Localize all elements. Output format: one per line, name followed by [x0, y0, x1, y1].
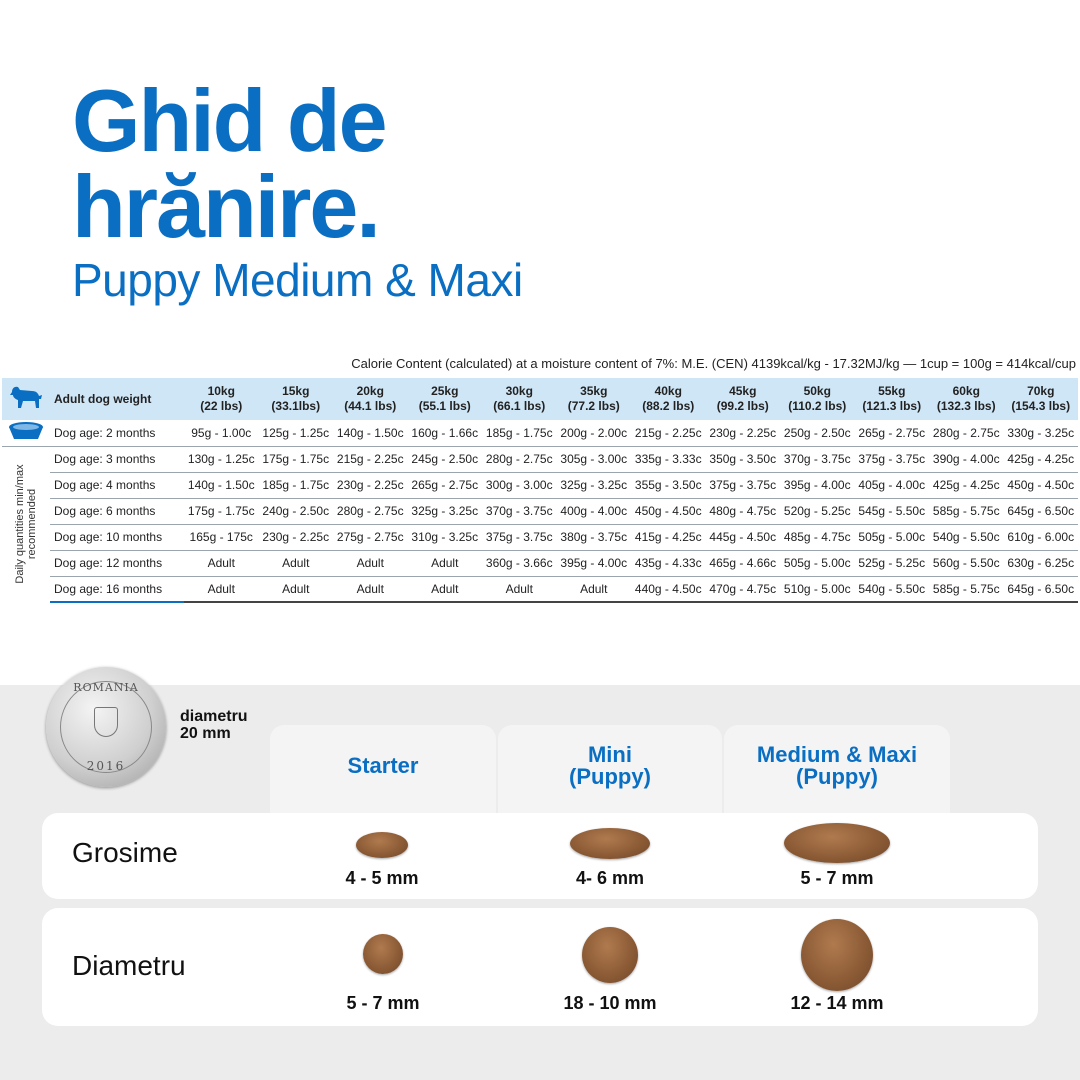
calorie-note: Calorie Content (calculated) at a moisture content of 7%: M.E. (CEN) 4139kcal/kg - 17.32MJ/kg — 1cup = 100g = 414kcal/cup: [351, 356, 1076, 371]
quantity-cell: 585g - 5.75c: [929, 498, 1004, 524]
weight-lbs: (88.2 lbs): [642, 399, 695, 413]
weight-kg: 45kg: [729, 384, 757, 398]
quantity-cell: 525g - 5.25c: [855, 550, 930, 576]
dog-age-cell: Dog age: 4 months: [50, 472, 184, 498]
medium-maxi-kibble-top-image: [801, 919, 873, 991]
quantity-cell: Adult: [259, 576, 334, 602]
quantity-cell: 610g - 6.00c: [1004, 524, 1079, 550]
quantity-cell: 350g - 3.50c: [706, 446, 781, 472]
weight-column-header: [706, 378, 781, 420]
dog-icon: [2, 378, 50, 420]
quantity-cell: 300g - 3.00c: [482, 472, 557, 498]
quantity-cell: 465g - 4.66c: [706, 550, 781, 576]
table-row: [2, 498, 1078, 524]
quantity-cell: 630g - 6.25c: [1004, 550, 1079, 576]
weight-column-header: [780, 378, 855, 420]
weight-column-header: [1004, 378, 1079, 420]
weight-lbs: (99.2 lbs): [716, 399, 769, 413]
tab-mini-sublabel: (Puppy): [569, 764, 651, 789]
quantity-cell: 400g - 4.00c: [557, 498, 632, 524]
quantity-cell: 230g - 2.25c: [333, 472, 408, 498]
coin-image: [46, 667, 166, 787]
quantity-cell: 415g - 4.25c: [631, 524, 706, 550]
weight-kg: 15kg: [282, 384, 310, 398]
page-title-line1: Ghid de: [72, 71, 386, 170]
mini-kibble-side-image: [570, 828, 650, 859]
diameter-row: [42, 908, 1038, 1026]
weight-lbs: (132.3 lbs): [936, 399, 996, 413]
weight-lbs: (22 lbs): [200, 399, 243, 413]
weight-column-header: [259, 378, 334, 420]
quantity-cell: 440g - 4.50c: [631, 576, 706, 602]
weight-kg: 40kg: [654, 384, 682, 398]
title-block: [72, 71, 523, 308]
quantity-cell: 355g - 3.50c: [631, 472, 706, 498]
weight-header: Adult dog weight: [54, 391, 152, 406]
quantity-cell: Adult: [408, 550, 483, 576]
quantity-cell: 140g - 1.50c: [333, 420, 408, 446]
weight-lbs: (33.1lbs): [271, 399, 321, 413]
tab-medium-maxi-puppy: [724, 725, 950, 825]
quantity-cell: 390g - 4.00c: [929, 446, 1004, 472]
quantity-cell: 310g - 3.25c: [408, 524, 483, 550]
starter-thickness-value: 4 - 5 mm: [345, 868, 419, 888]
dog-age-cell: Dog age: 3 months: [50, 446, 184, 472]
quantity-cell: 405g - 4.00c: [855, 472, 930, 498]
quantity-cell: 265g - 2.75c: [855, 420, 930, 446]
daily-quantities-text: [14, 465, 38, 584]
weight-lbs: (77.2 lbs): [567, 399, 620, 413]
quantity-cell: 280g - 2.75c: [929, 420, 1004, 446]
coin-caption-line1: diametru: [180, 708, 248, 725]
tab-starter: [270, 725, 496, 825]
quantity-cell: 505g - 5.00c: [855, 524, 930, 550]
dog-age-cell: Dog age: 10 months: [50, 524, 184, 550]
quantity-cell: 280g - 2.75c: [333, 498, 408, 524]
quantity-cell: 645g - 6.50c: [1004, 576, 1079, 602]
quantity-cell: 375g - 3.75c: [855, 446, 930, 472]
quantity-cell: 275g - 2.75c: [333, 524, 408, 550]
weight-column-header: [855, 378, 930, 420]
quantity-cell: 130g - 1.25c: [184, 446, 259, 472]
quantity-cell: 505g - 5.00c: [780, 550, 855, 576]
coin-caption: [180, 708, 248, 742]
quantity-cell: 375g - 3.75c: [482, 524, 557, 550]
weight-kg: 10kg: [207, 384, 235, 398]
tab-mini-label: Mini: [587, 742, 632, 767]
quantity-cell: 425g - 4.25c: [1004, 446, 1079, 472]
quantity-cell: 545g - 5.50c: [855, 498, 930, 524]
quantity-cell: 215g - 2.25c: [333, 446, 408, 472]
quantity-cell: 375g - 3.75c: [706, 472, 781, 498]
mini-thickness-value: 4- 6 mm: [575, 868, 645, 888]
quantity-cell: Adult: [184, 576, 259, 602]
dog-age-cell: Dog age: 16 months: [50, 576, 184, 602]
quantity-cell: 165g - 175c: [184, 524, 259, 550]
quantity-cell: 520g - 5.25c: [780, 498, 855, 524]
diameter-label: Diametru: [72, 950, 186, 981]
starter-kibble-side-image: [356, 832, 408, 858]
quantity-cell: 250g - 2.50c: [780, 420, 855, 446]
quantity-cell: 185g - 1.75c: [259, 472, 334, 498]
mini-kibble-top-image: [582, 927, 638, 983]
quantity-cell: 95g - 1.00c: [184, 420, 259, 446]
quantity-cell: 240g - 2.50c: [259, 498, 334, 524]
quantity-cell: Adult: [333, 576, 408, 602]
quantity-cell: 585g - 5.75c: [929, 576, 1004, 602]
table-row: [2, 472, 1078, 498]
quantity-cell: 245g - 2.50c: [408, 446, 483, 472]
quantity-cell: 470g - 4.75c: [706, 576, 781, 602]
quantity-cell: 230g - 2.25c: [259, 524, 334, 550]
daily-quantities-line1: Daily quantities min/max: [14, 464, 26, 584]
quantity-cell: 125g - 1.25c: [259, 420, 334, 446]
quantity-cell: 370g - 3.75c: [780, 446, 855, 472]
table-row: [2, 524, 1078, 550]
table-row: [2, 550, 1078, 576]
quantity-cell: 215g - 2.25c: [631, 420, 706, 446]
page-title-line2: hrănire.: [72, 157, 379, 256]
quantity-cell: 140g - 1.50c: [184, 472, 259, 498]
quantity-cell: Adult: [333, 550, 408, 576]
bowl-icon: [2, 420, 50, 446]
daily-quantities-label: [2, 446, 50, 602]
quantity-cell: 280g - 2.75c: [482, 446, 557, 472]
starter-diameter-value: 5 - 7 mm: [346, 993, 420, 1013]
weight-lbs: (66.1 lbs): [493, 399, 546, 413]
quantity-cell: 370g - 3.75c: [482, 498, 557, 524]
quantity-cell: 200g - 2.00c: [557, 420, 632, 446]
table-row: [2, 576, 1078, 602]
quantity-cell: Adult: [259, 550, 334, 576]
quantity-cell: 395g - 4.00c: [780, 472, 855, 498]
quantity-cell: 510g - 5.00c: [780, 576, 855, 602]
quantity-cell: 425g - 4.25c: [929, 472, 1004, 498]
weight-lbs: (110.2 lbs): [788, 399, 847, 413]
starter-kibble-top-image: [363, 934, 403, 974]
weight-column-header: [929, 378, 1004, 420]
quantity-cell: 325g - 3.25c: [408, 498, 483, 524]
quantity-cell: 445g - 4.50c: [706, 524, 781, 550]
feeding-table: [2, 378, 1078, 603]
page-subtitle: Puppy Medium & Maxi: [72, 254, 523, 306]
weight-kg: 50kg: [803, 384, 831, 398]
quantity-cell: 330g - 3.25c: [1004, 420, 1079, 446]
medium-maxi-kibble-side-image: [784, 823, 890, 863]
quantity-cell: 305g - 3.00c: [557, 446, 632, 472]
quantity-cell: 380g - 3.75c: [557, 524, 632, 550]
quantity-cell: 230g - 2.25c: [706, 420, 781, 446]
weight-column-header: [482, 378, 557, 420]
weight-lbs: (121.3 lbs): [862, 399, 922, 413]
weight-column-header: [408, 378, 483, 420]
daily-quantities-line2: recommended: [26, 489, 38, 560]
dog-age-cell: Dog age: 2 months: [50, 420, 184, 446]
weight-kg: 70kg: [1027, 384, 1055, 398]
weight-column-header: [333, 378, 408, 420]
weight-column-header: [631, 378, 706, 420]
coin-country: ROMANIA: [73, 681, 139, 694]
quantity-cell: 485g - 4.75c: [780, 524, 855, 550]
quantity-cell: 540g - 5.50c: [855, 576, 930, 602]
quantity-cell: 185g - 1.75c: [482, 420, 557, 446]
weight-lbs: (154.3 lbs): [1011, 399, 1071, 413]
weight-kg: 30kg: [505, 384, 533, 398]
dog-age-cell: Dog age: 12 months: [50, 550, 184, 576]
thickness-label: Grosime: [72, 837, 178, 868]
quantity-cell: Adult: [482, 576, 557, 602]
mini-diameter-value: 18 - 10 mm: [563, 993, 657, 1013]
tab-mini-puppy: [498, 725, 722, 825]
quantity-cell: 480g - 4.75c: [706, 498, 781, 524]
weight-kg: 55kg: [878, 384, 906, 398]
quantity-cell: 360g - 3.66c: [482, 550, 557, 576]
quantity-cell: 560g - 5.50c: [929, 550, 1004, 576]
weight-column-header: [557, 378, 632, 420]
quantity-cell: Adult: [408, 576, 483, 602]
tab-medium-maxi-label: Medium & Maxi: [756, 742, 918, 767]
medium-maxi-thickness-value: 5 - 7 mm: [800, 868, 874, 888]
weight-kg: 60kg: [952, 384, 980, 398]
weight-kg: 25kg: [431, 384, 459, 398]
thickness-row: [42, 813, 1038, 899]
coin-year: 2016: [86, 759, 126, 773]
quantity-cell: Adult: [184, 550, 259, 576]
coin-caption-line2: 20 mm: [180, 725, 231, 742]
tab-starter-label: Starter: [347, 753, 419, 778]
quantity-cell: Adult: [557, 576, 632, 602]
quantity-cell: 435g - 4.33c: [631, 550, 706, 576]
weight-lbs: (44.1 lbs): [344, 399, 397, 413]
quantity-cell: 450g - 4.50c: [1004, 472, 1079, 498]
quantity-cell: 645g - 6.50c: [1004, 498, 1079, 524]
weight-kg: 20kg: [356, 384, 384, 398]
quantity-cell: 175g - 1.75c: [184, 498, 259, 524]
table-row: [2, 446, 1078, 472]
quantity-cell: 265g - 2.75c: [408, 472, 483, 498]
weight-kg: 35kg: [580, 384, 608, 398]
tab-medium-maxi-sublabel: (Puppy): [796, 764, 878, 789]
quantity-cell: 325g - 3.25c: [557, 472, 632, 498]
weight-column-header: [184, 378, 259, 420]
quantity-cell: 160g - 1.66c: [408, 420, 483, 446]
medium-maxi-diameter-value: 12 - 14 mm: [790, 993, 884, 1013]
weight-lbs: (55.1 lbs): [418, 399, 471, 413]
dog-age-cell: Dog age: 6 months: [50, 498, 184, 524]
quantity-cell: 540g - 5.50c: [929, 524, 1004, 550]
table-header-row: [2, 378, 1078, 420]
quantity-cell: 175g - 1.75c: [259, 446, 334, 472]
table-row: [2, 420, 1078, 446]
quantity-cell: 450g - 4.50c: [631, 498, 706, 524]
coin-crest-icon: [94, 707, 118, 737]
quantity-cell: 395g - 4.00c: [557, 550, 632, 576]
quantity-cell: 335g - 3.33c: [631, 446, 706, 472]
